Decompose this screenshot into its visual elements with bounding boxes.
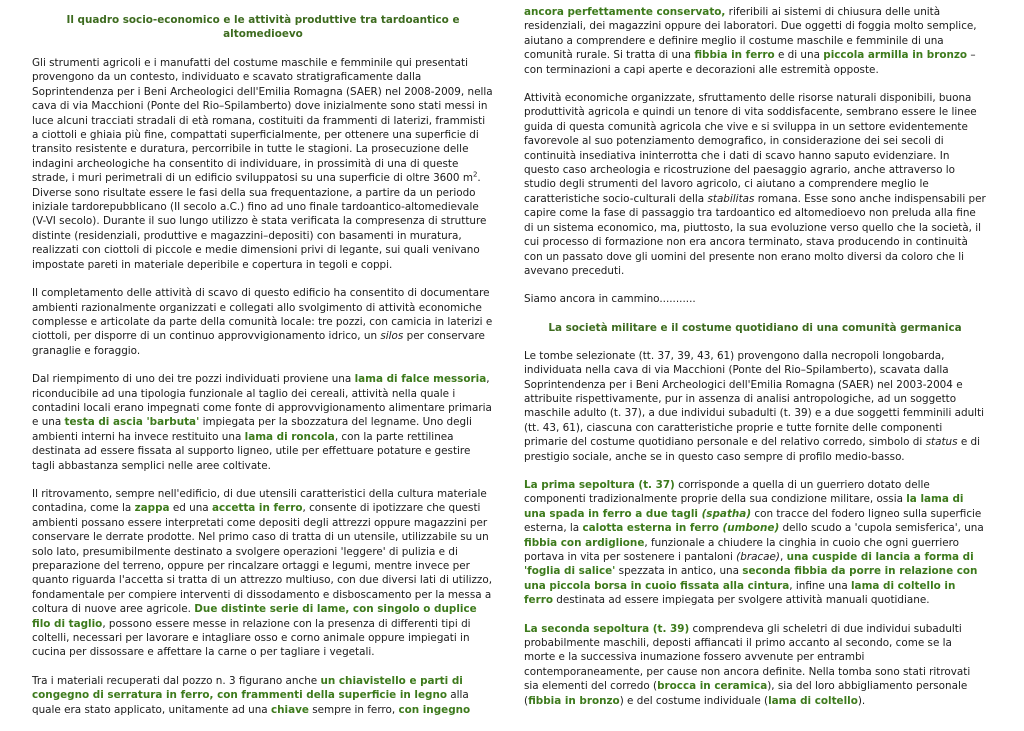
paragraph-economy: Attività economiche organizzate, sfruttamento delle risorse naturali disponibili, buona produttività agricola e quindi un tenore di vita soddisfacente, sembrano essere le linee guida di questa comunità agricola che vive e si sviluppa in un settore evidentemente favorevole al suo potenziamento demografico, in considerazione dei sei secoli di continuità insediativa ininterrotta che i dati di scavo hanno saputo evidenziare. In questo caso archeologia e ricostruzione del paesaggio agrario, anche attraverso lo studio degli strumenti del lavoro agricolo, ci aiutano a comprendere meglio le caratteristiche socio-culturali della stabilitas romana. Esse sono anche indispensabili per capire come la fase di passaggio tra tardoantico ed altomedioevo non preluda alla fine di un sistema economico, ma, piuttosto, la sua evoluzione verso quello che la società, il cui processo di formazione non era ancora terminato, stava producendo in continuità con un passato dove gli uomini del presente non erano molto diversi da coloro che li avevano preceduti. bbox=[524, 92, 986, 277]
highlight-term: fibbia con ardiglione bbox=[524, 536, 645, 549]
highlight-term: con ingegno bbox=[398, 703, 471, 716]
highlight-term: La seconda sepoltura (t. 39) bbox=[524, 622, 690, 635]
paragraph-locks: Tra i materiali recuperati dal pozzo n. 3 figurano anche un chiavistello e parti di congegno di serratura in ferro, con frammenti della superficie in legno alla quale era stato applicato, unitamente ad una chiave sempre in ferro, con ingegno bbox=[32, 674, 471, 716]
paragraph-tools: Dal riempimento di uno dei tre pozzi individuati proviene una lama di falce messoria, riconducibile ad una tipologia funzionale al taglio dei cereali, attività nella quale i contadini locali erano impegnati come fonte di approvvigionamento alimentare primaria e una testa di ascia 'barbuta' impiegata per la sbozzatura del legname. Uno degli ambienti interni ha invece restituito una lama di roncola, con la parte rettilinea destinata ad essere fissata al supporto ligneo, utile per effettuare potature e gestire tagli abbastanza semplici nelle aree coltivate. bbox=[32, 373, 492, 472]
section-heading-military-society: La società militare e il costume quotidiano di una comunità germanica bbox=[548, 321, 962, 334]
highlight-term: un chiavistello e parti di congegno di serratura in ferro, con frammenti della superficie in legno bbox=[32, 674, 463, 702]
paragraph-locks-continued: ancora perfettamente conservato, riferibili ai sistemi di chiusura delle unità residenziali, dei magazzini oppure dei laboratori. Due oggetti di foggia molto semplice, aiutano a comprendere e definire meglio il costume maschile e femminile di una comunità rurale. Si tratta di una fibbia in ferro e di una piccola armilla in bronzo – con terminazioni a capi aperte e decorazioni alle estremità opposte. bbox=[524, 6, 977, 76]
highlight-term: zappa bbox=[134, 502, 170, 515]
highlight-term: una cuspide di lancia a forma di 'foglia di salice' bbox=[524, 551, 974, 578]
highlight-term: testa di ascia 'barbuta' bbox=[64, 416, 200, 429]
paragraph-tombs: Le tombe selezionate (tt. 37, 39, 43, 61) provengono dalla necropoli longobarda, individuata nella cava di via Macchioni (Ponte del Rio–Spilamberto), scavata dalla Soprintendenza per i Beni Archeologici dell'Emilia Romagna (SAER) nel 2003-2004 e attribuite rispettivamente, pur in assenza di analisi antropologiche, ad un soggetto maschile adulto (t. 37), a due individui subadulti (t. 39) e a due soggetti femminili adulti (tt. 43, 61), ciascuna con caratteristiche proprie e tutte fornite delle componenti primarie del costume quotidiano personale e del relativo corredo, simbolo di status e di prestigio sociale, anche se in questo caso sempre di profilo medio-basso. bbox=[524, 349, 985, 463]
paragraph-context: Gli strumenti agricoli e i manufatti del costume maschile e femminile qui presentati provengono da un contesto, individuato e scavato stratigraficamente dalla Soprintendenza per i Beni Archeologici dell'Emilia Romagna (SAER) nel 2008-2009, nella cava di via Macchioni (Ponte del Rio–Spilamberto) dove inizialmente sono stati messi in luce alcuni tracciati stradali di età romana, costituiti da frammenti di laterizi, frammisti a ciottoli e ghiaia più fine, compattati superficialmente, per ottenere una superficie di transito resistente e duratura, percorribile in tutte le stagioni. La prosecuzione delle indagini archeologiche ha consentito di individuare, in prossimità di una di queste strade, i muri perimetrali di un edificio sviluppatosi su una superficie di oltre 3600 $m^2$. Diverse sono risultate essere le fasi della sua frequentazione, a partire da un periodo iniziale tardorepubblicano (II secolo a.C.) fino ad uno finale tardoantico-altomedievale (V-VI secolo). Durante il suo lungo utilizzo è stata verificata la compresenza di strutture distinte (residenziali, produttive e magazzini–depositi) con basamenti in muratura, realizzati con ciottoli di piccole e medie dimensioni privi di legante, sui quali venivano impostate pareti in materiale deperibile e copertura in tegoli e coppi. bbox=[32, 57, 493, 271]
highlight-term: Due distinte serie di lame, con singolo o duplice filo di taglio bbox=[32, 603, 477, 630]
highlight-term: lama di coltello in ferro bbox=[524, 579, 956, 607]
paragraph-first-burial: La prima sepoltura (t. 37) corrisponde a quella di un guerriero dotato delle componenti tradizionalmente proprie della sua condizione militare, ossia la lama di una spada in ferro a due tagli (spatha) con tracce del fodero ligneo sulla superficie esterna, la calotta esterna in ferro (umbone) dello scudo a 'cupola semisferica', una fibbia con ardiglione, funzionale a chiudere la cinghia in cuoio che ogni guerriero portava in vita per sostenere i pantaloni (bracae), una cuspide di lancia a forma di 'foglia di salice' spezzata in antico, una seconda fibbia da porre in relazione con una piccola borsa in cuoio fissata alla cintura, infine una lama di coltello in ferro destinata ad essere impiegata per svolgere attività manuali quotidiane. bbox=[524, 478, 984, 607]
highlight-term: calotta esterna in ferro bbox=[582, 522, 723, 535]
paragraph-wells: Il completamento delle attività di scavo di questo edificio ha consentito di documentare ambienti razionalmente organizzati e collegati allo svolgimento di attività economiche complesse e articolate da parte della comunità locale: tre pozzi, con camicia in laterizi e ciottoli, per disporre di un continuo approvvigionamento idrico, un silos per conservare granaglie e foraggio. bbox=[32, 287, 493, 357]
left-column bbox=[32, 0, 494, 731]
highlight-term: seconda fibbia da porre in relazione con una piccola borsa in cuoio fissata alla cintura bbox=[524, 565, 978, 592]
section-heading-socio-economic: Il quadro socio-economico e le attività produttive tra tardoantico e altomedioevo bbox=[66, 14, 460, 40]
highlight-term: brocca in ceramica bbox=[657, 680, 768, 693]
highlight-term: lama di coltello bbox=[768, 694, 858, 707]
paragraph-second-burial: La seconda sepoltura (t. 39) comprendeva gli scheletri di due individui subadulti probabilmente maschili, deposti affiancati il primo accanto al secondo, come se la morte e la successiva inumazione fossero avvenute per entrambi contemporaneamente, per cause non ancora definite. Nella tomba sono stati ritrovati sia elementi del corredo (brocca in ceramica), sia del loro abbigliamento personale (fibbia in bronzo) e del costume individuale (lama di coltello). bbox=[524, 622, 971, 707]
right-column bbox=[524, 0, 986, 722]
highlight-term: (umbone) bbox=[722, 522, 780, 535]
highlight-term: lama di falce messoria bbox=[354, 373, 487, 386]
highlight-term: la lama di una spada in ferro a due tagli bbox=[524, 493, 964, 520]
paragraph-closing: Siamo ancora in cammino........... bbox=[524, 293, 696, 306]
highlight-term: (spatha) bbox=[701, 507, 752, 520]
highlight-term: piccola armilla in bronzo bbox=[823, 49, 968, 62]
highlight-term: accetta in ferro bbox=[211, 502, 303, 515]
highlight-term: lama di roncola bbox=[244, 430, 335, 443]
highlight-term: La prima sepoltura (t. 37) bbox=[524, 478, 675, 491]
highlight-term: fibbia in bronzo bbox=[528, 694, 620, 707]
highlight-term: ancora perfettamente conservato, bbox=[524, 6, 726, 18]
highlight-term: fibbia in ferro bbox=[694, 49, 775, 62]
highlight-term: chiave bbox=[270, 703, 309, 716]
paragraph-utensils: Il ritrovamento, sempre nell'edificio, di due utensili caratteristici della cultura materiale contadina, come la zappa ed una accetta in ferro, consente di ipotizzare che questi ambienti possano essere interpretati come depositi degli attrezzi oppure magazzini per conservare le derrate prodotte. Nel primo caso di tratta di un utensile, utilizzabile su un solo lato, presumibilmente destinato a svolgere operazioni 'leggere' di pulizia e di preparazione del terreno, oppure per rincalzare ortaggi e legumi, mentre invece per quanto riguarda l'accetta si tratta di un attrezzo multiuso, con due diversi lati di utilizzo, fondamentale per compiere interventi di dissodamento e disboscamento per la messa a coltura di nuove aree agricole. Due distinte serie di lame, con singolo o duplice filo di taglio, possono essere messe in relazione con la presenza di differenti tipi di coltelli, necessari per lavorare e intagliare osso e corno animale oppure impiegati in cucina per dissossare e affettare la carne o per tagliare i vegetali. bbox=[32, 487, 493, 659]
